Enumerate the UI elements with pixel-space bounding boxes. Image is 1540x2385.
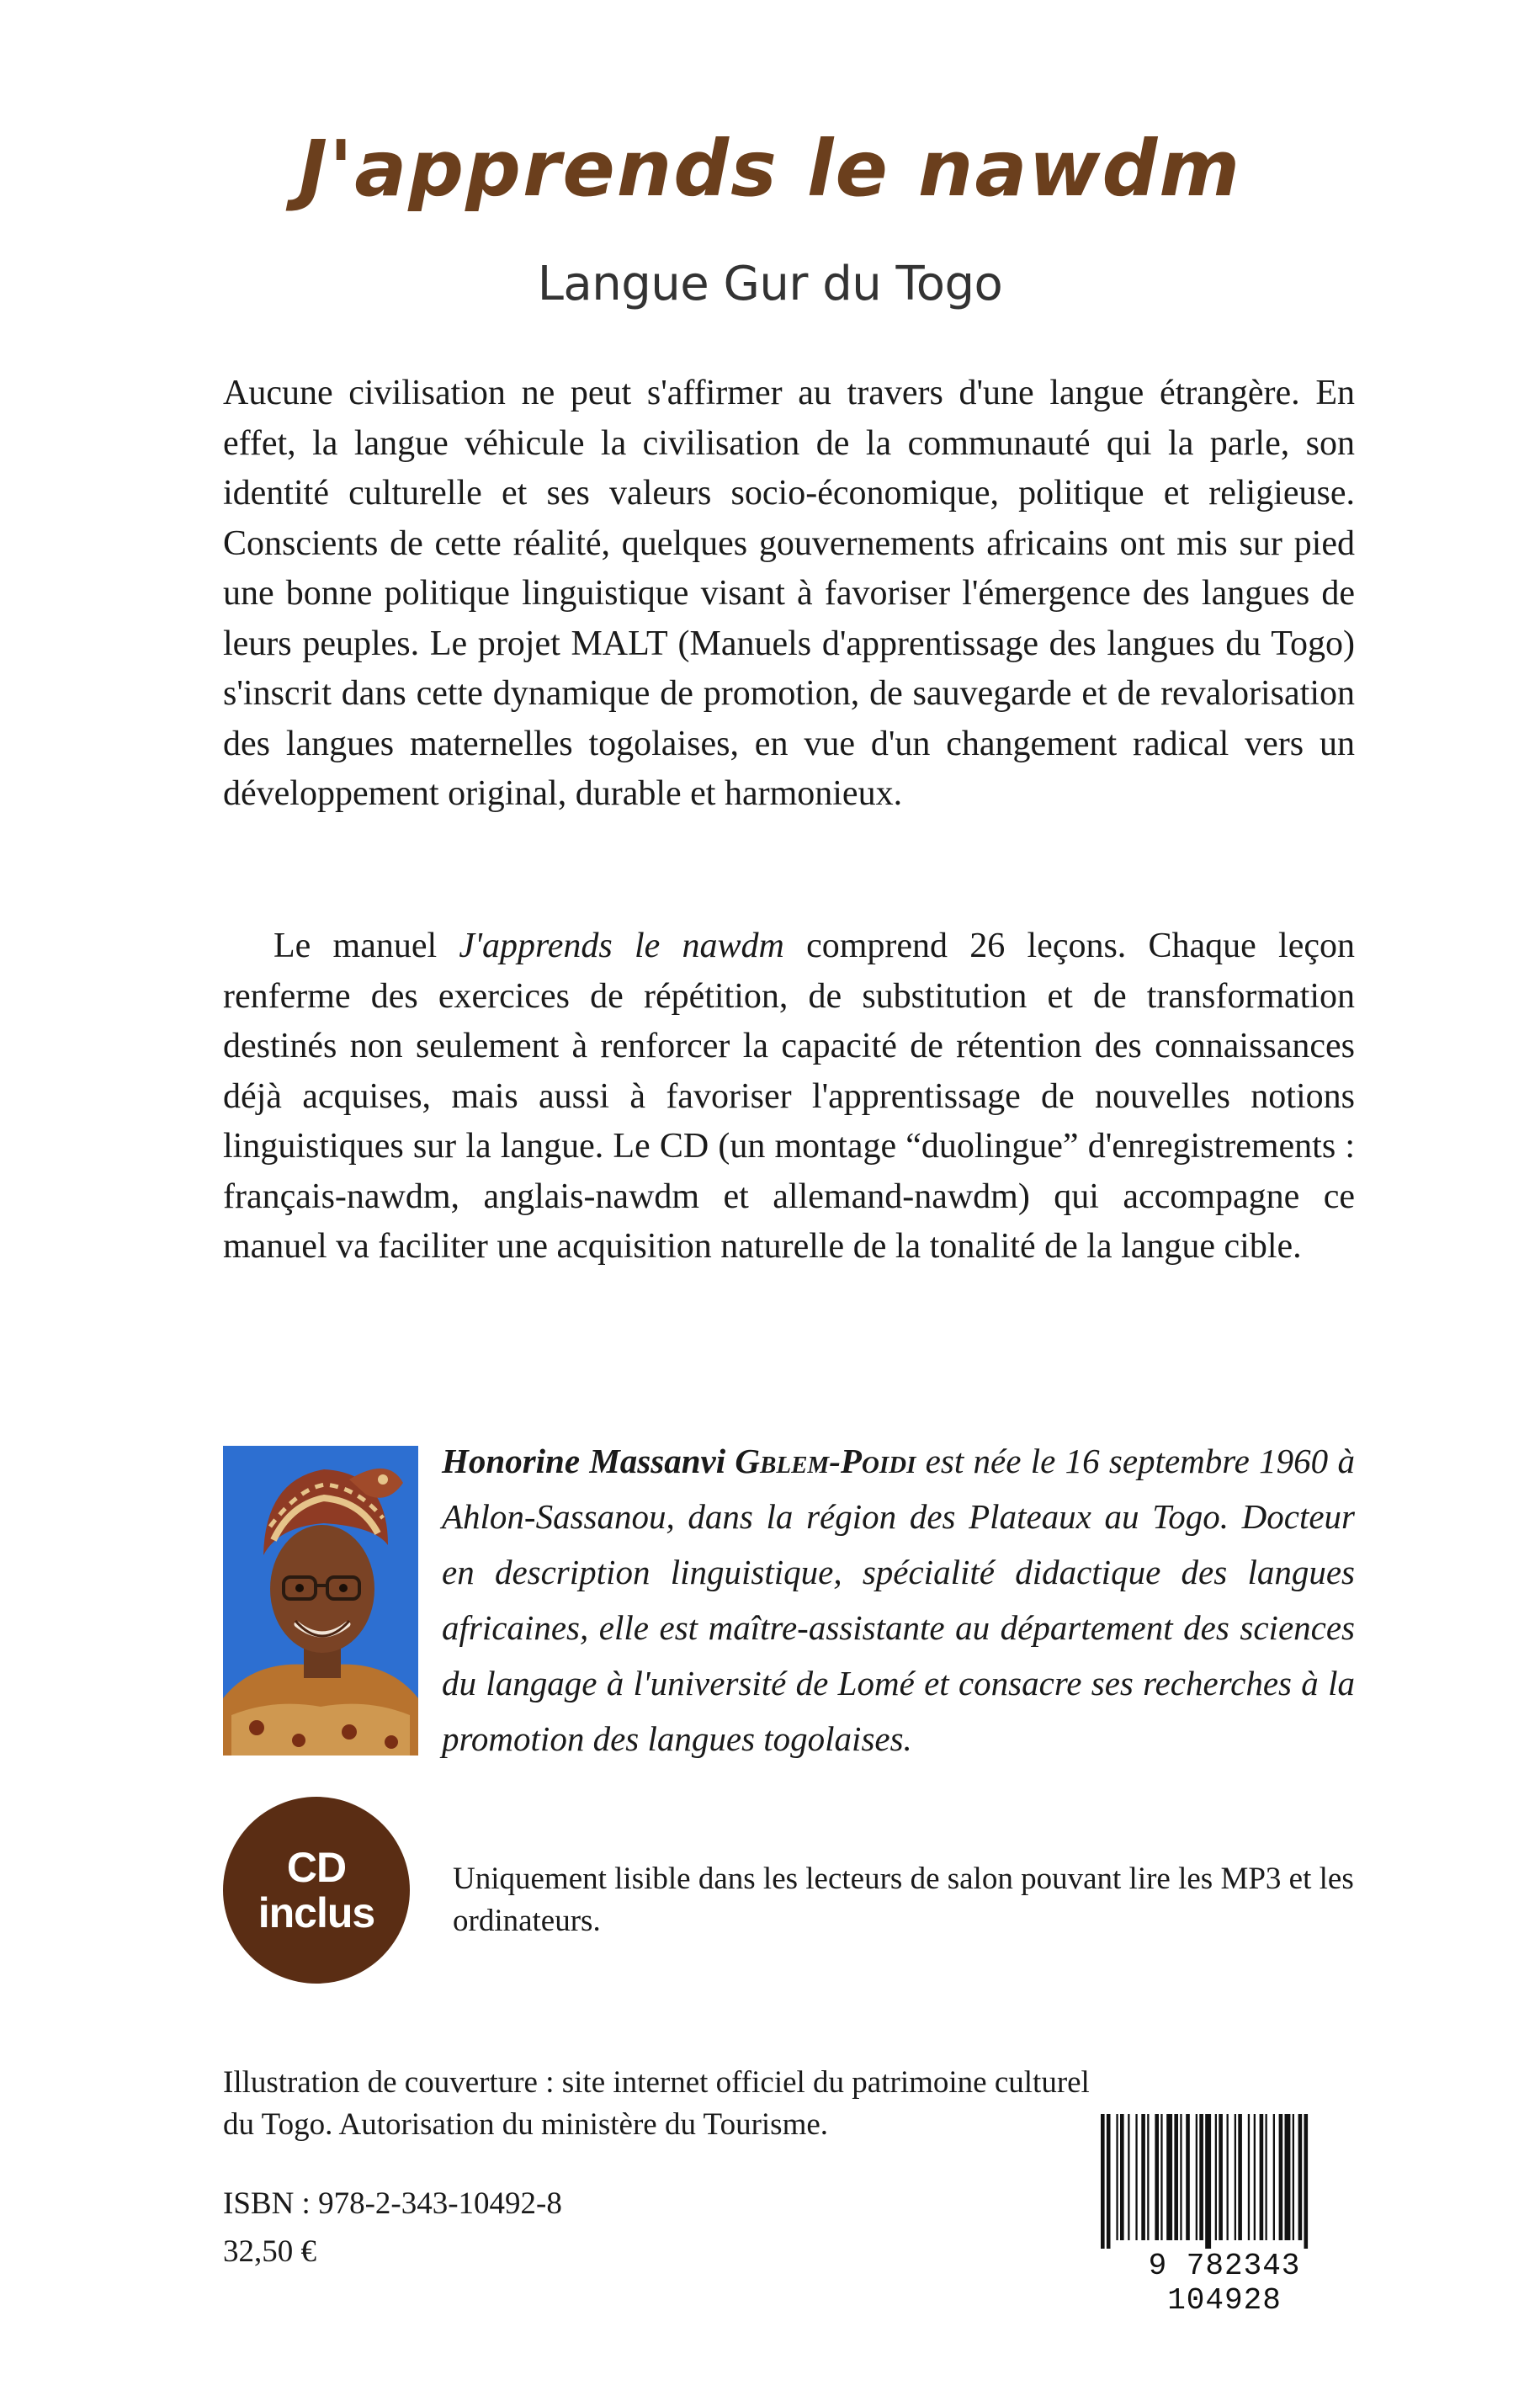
barcode-bar [1293,2114,1294,2240]
barcode-bar [1215,2114,1217,2240]
paragraph-2-book-title: J'apprends le nawdm [459,927,784,965]
author-portrait-illustration [223,1446,418,1756]
paragraph-2-rest: comprend 26 leçons. Chaque leçon renferme des exercices de répétition, de substitution et de transformation destinés non seulement à renforcer la capacité de rétention des connaissances déjà acquises, mais aussi à favoriser l'apprentissage de nouvelles notions linguistiques sur la langue. Le CD (un montage “duolingue” d'enregistrements : français-nawdm, anglais-nawdm et allemand-nawdm) qui accompagne ce manuel va faciliter une acquisition naturelle de la tonalité de la langue cible. [223,927,1356,1266]
paragraph-2-lead: Le manuel [273,927,459,965]
barcode-bar [1147,2114,1149,2240]
barcode-bar [1298,2114,1303,2240]
barcode-bar [1120,2114,1124,2240]
barcode-bars [1094,2114,1355,2249]
barcode-bar [1174,2114,1178,2240]
barcode-bar [1304,2114,1309,2249]
isbn: ISBN : 978-2-343-10492-8 [223,2186,562,2221]
barcode-bar [1285,2114,1291,2240]
description-paragraph-2 [223,922,1355,1272]
barcode-bar [1279,2114,1283,2240]
barcode-bar [1180,2114,1182,2240]
barcode-bar [1254,2114,1256,2240]
description-paragraph-1: Aucune civilisation ne peut s'affirmer au travers d'une langue étrangère. En effet, la langue véhicule la civilisation de la communauté qui la parle, son identité culturelle et ses valeurs socio-économique, politique et religieuse. Conscients de cette réalité, quelques gouvernements africains ont mis sur pied une bonne politique linguistique visant à favoriser l'émergence des langues de leurs peuples. Le projet MALT (Manuels d'apprentissage des langues du Togo) s'inscrit dans cette dynamique de promotion, de sauvegarde et de revalorisation des langues maternelles togolaises, en vue d'un changement radical vers un développement original, durable et harmonieux. [223,374,1355,813]
author-photo [223,1446,418,1756]
barcode-bar [1219,2114,1223,2240]
barcode-bar [1186,2114,1190,2240]
cd-badge-line-1: CD [286,1844,347,1891]
barcode-bar [1141,2114,1145,2240]
book-subtitle: Langue Gur du Togo [537,257,1003,311]
barcode-bar [1235,2114,1236,2240]
barcode-bar [1196,2114,1197,2240]
cd-badge-line-2: inclus [258,1889,375,1936]
cover-illustration-credit: Illustration de couverture : site internet officiel du patrimoine culturel du Togo. Autorisation du ministère du Tourisme. [223,2065,1090,2142]
author-bio [442,1433,1355,1766]
barcode-digits: 9 782343 104928 [1148,2249,1301,2318]
barcode-bar [1160,2114,1162,2240]
author-surname: Gblem-Poidi [735,1442,916,1480]
author-name: Honorine Massanvi [442,1442,735,1480]
barcode-bar [1273,2114,1275,2240]
barcode [1094,2114,1355,2318]
barcode-bar [1266,2114,1267,2240]
book-title: J'apprends le nawdm [298,124,1242,214]
barcode-bar [1101,2114,1105,2249]
cd-included-badge [223,1797,410,1984]
barcode-bar [1199,2114,1203,2240]
barcode-bar [1128,2114,1129,2240]
barcode-bar [1248,2114,1250,2240]
author-bio-text: est née le 16 septembre 1960 à Ahlon-Sassanou, dans la région des Plateaux au Togo. Docteur en description linguistique, spécialité didactique des langues africaines, elle est maître-assistante au département des sciences du langage à l'université de Lomé et consacre ses recherches à la promotion des langues togolaises. [442,1442,1355,1758]
barcode-bar [1166,2114,1172,2240]
barcode-bar [1116,2114,1118,2240]
barcode-bar [1238,2114,1242,2240]
barcode-bar [1205,2114,1211,2249]
barcode-bar [1227,2114,1229,2240]
barcode-bar [1260,2114,1264,2240]
cd-compatibility-note: Uniquement lisible dans les lecteurs de salon pouvant lire les MP3 et les ordinateurs. [453,1862,1354,1938]
barcode-bar [1107,2114,1111,2249]
barcode-bar [1155,2114,1159,2240]
barcode-bar [1135,2114,1137,2240]
price: 32,50 € [223,2234,316,2269]
